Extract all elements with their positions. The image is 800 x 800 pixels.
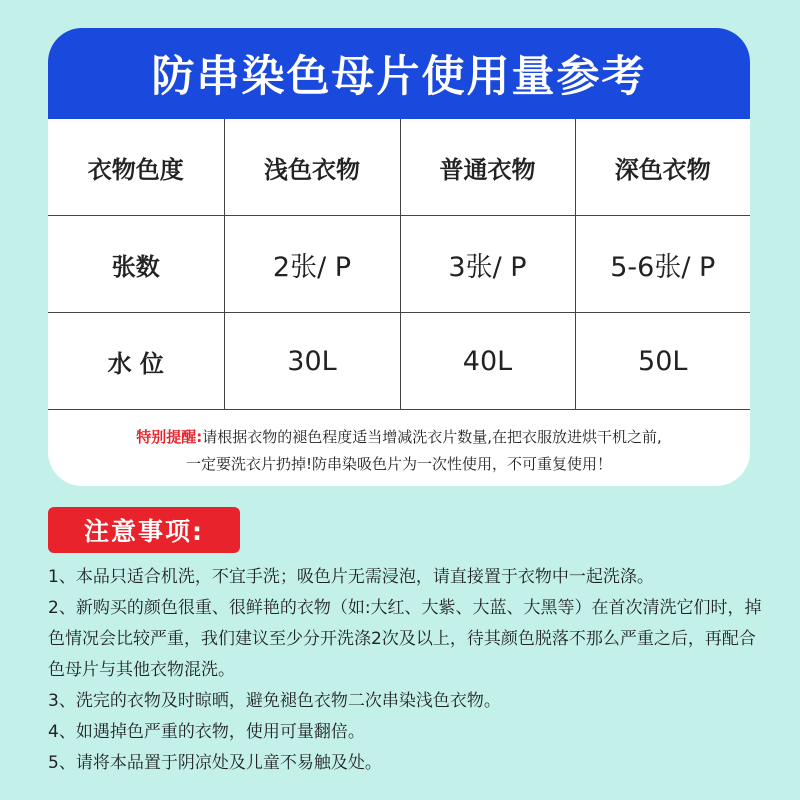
table-header-row bbox=[48, 119, 750, 216]
cell-sheets-normal: 3张/ P bbox=[400, 216, 575, 313]
header-cell-dark: 深色衣物 bbox=[575, 119, 750, 216]
header-cell-light: 浅色衣物 bbox=[224, 119, 400, 216]
header-cell-color-degree: 衣物色度 bbox=[48, 119, 224, 216]
cell-water-normal: 40L bbox=[400, 313, 575, 410]
usage-table bbox=[48, 119, 750, 410]
card-header bbox=[48, 28, 750, 119]
table-row-sheets bbox=[48, 216, 750, 313]
notice-item-2: 2、新购买的颜色很重、很鲜艳的衣物（如:大红、大紫、大蓝、大黑等）在首次清洗它们时，掉色情况会比较严重，我们建议至少分开洗涤2次及以上，待其颜色脱落不那么严重之后，再配合色母片与其他衣物混洗。 bbox=[48, 598, 762, 680]
cell-water-light: 30L bbox=[224, 313, 400, 410]
notice-badge bbox=[48, 507, 240, 553]
reminder-label: 特别提醒: bbox=[136, 428, 203, 446]
cell-sheets-light: 2张/ P bbox=[224, 216, 400, 313]
usage-reference-card bbox=[48, 28, 750, 486]
reminder-line-1 bbox=[68, 424, 730, 451]
cell-sheets-dark: 5-6张/ P bbox=[575, 216, 750, 313]
special-reminder bbox=[48, 410, 750, 478]
reminder-text-1: 请根据衣物的褪色程度适当增减洗衣片数量,在把衣服放进烘干机之前, bbox=[202, 428, 662, 446]
notice-item-3: 3、洗完的衣物及时晾晒，避免褪色衣物二次串染浅色衣物。 bbox=[48, 691, 501, 711]
header-cell-normal: 普通衣物 bbox=[400, 119, 575, 216]
card-title: 防串染色母片使用量参考 bbox=[151, 52, 647, 102]
notice-title: 注意事项: bbox=[84, 517, 204, 546]
row-label-sheets: 张数 bbox=[48, 216, 224, 313]
cell-water-dark: 50L bbox=[575, 313, 750, 410]
notice-list bbox=[48, 562, 763, 779]
notice-item-1: 1、本品只适合机洗，不宜手洗；吸色片无需浸泡，请直接置于衣物中一起洗涤。 bbox=[48, 567, 654, 587]
notice-item-4: 4、如遇掉色严重的衣物，使用可量翻倍。 bbox=[48, 722, 365, 742]
reminder-text-2: 一定要洗衣片扔掉!防串染吸色片为一次性使用，不可重复使用！ bbox=[185, 455, 613, 473]
table-row-water-level bbox=[48, 313, 750, 410]
notice-item-5: 5、请将本品置于阴凉处及儿童不易触及处。 bbox=[48, 753, 382, 773]
row-label-water-level: 水 位 bbox=[48, 313, 224, 410]
